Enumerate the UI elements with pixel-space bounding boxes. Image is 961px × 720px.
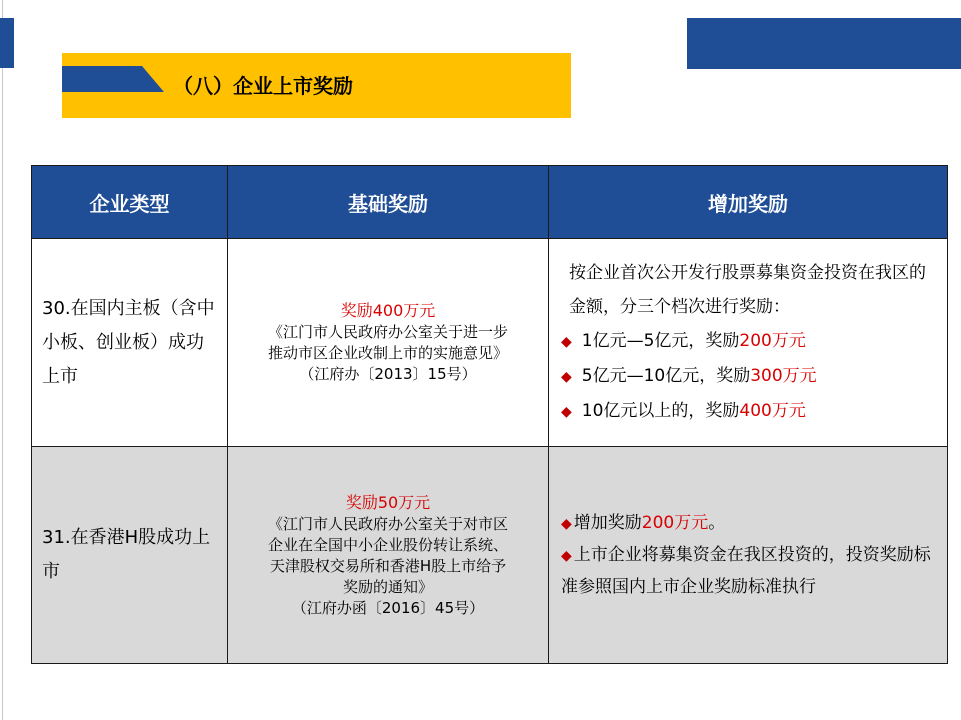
rewards-table	[31, 165, 948, 664]
reward-tier-amount: 400万元	[739, 401, 806, 421]
additional-reward-amount: 200万元	[641, 512, 709, 533]
diamond-bullet-icon: ◆	[561, 515, 572, 532]
policy-document-line: 奖励的通知》	[342, 577, 433, 596]
title-arrow-shape	[62, 66, 164, 92]
table-row	[32, 447, 948, 664]
policy-document-ref: （江府办函〔2016〕45号）	[291, 598, 485, 617]
title-arrow-decoration	[62, 66, 164, 92]
additional-reward-cell	[549, 239, 948, 447]
reward-tier-amount: 200万元	[739, 331, 806, 351]
header-base-reward: 基础奖励	[228, 166, 549, 239]
additional-reward-item	[561, 508, 937, 540]
policy-document-line: 天津股权交易所和香港H股上市给予	[269, 556, 507, 575]
header-additional-reward: 增加奖励	[549, 166, 948, 239]
base-reward-cell	[228, 239, 549, 447]
diamond-bullet-icon: ◆	[561, 369, 572, 385]
reward-tier-text: 1亿元—5亿元，奖励	[581, 331, 740, 351]
additional-reward-intro: 按企业首次公开发行股票募集资金投资在我区的金额，分三个档次进行奖励：	[569, 263, 926, 317]
policy-document-line: 推动市区企业改制上市的实施意见》	[267, 344, 508, 362]
policy-document-line: 《江门市人民政府办公室关于对市区	[267, 514, 508, 533]
table-header-row	[32, 166, 948, 239]
additional-reward-cell	[549, 447, 948, 664]
reward-tier-list	[561, 324, 937, 429]
table-row	[32, 239, 948, 447]
header-enterprise-type: 企业类型	[32, 166, 228, 239]
diamond-bullet-icon: ◆	[561, 334, 572, 350]
additional-reward-suffix: 。	[708, 512, 726, 533]
enterprise-type-cell: 30.在国内主板（含中小板、创业板）成功上市	[32, 239, 228, 447]
policy-document-line: 企业在全国中小企业股份转让系统、	[267, 535, 508, 554]
reward-tier-amount: 300万元	[750, 366, 817, 386]
base-reward-cell	[228, 447, 549, 664]
diamond-bullet-icon: ◆	[561, 547, 572, 564]
page-title: （八）企业上市奖励	[173, 74, 353, 98]
base-reward-amount: 奖励400万元	[340, 301, 436, 320]
policy-document-line: 《江门市人民政府办公室关于进一步	[267, 323, 508, 341]
additional-reward-text: 上市企业将募集资金在我区投资的，投资奖励标准参照国内上市企业奖励标准执行	[561, 544, 931, 597]
reward-tier-text: 10亿元以上的，奖励	[581, 401, 740, 421]
left-edge-line	[2, 0, 3, 720]
diamond-bullet-icon: ◆	[561, 404, 572, 420]
top-right-accent-block	[687, 18, 961, 69]
policy-document-ref: （江府办〔2013〕15号）	[299, 365, 477, 383]
reward-tier-item	[561, 394, 937, 429]
reward-tier-item	[561, 324, 937, 359]
additional-reward-item	[561, 540, 937, 603]
additional-reward-text: 增加奖励	[573, 512, 642, 533]
reward-tier-item	[561, 359, 937, 394]
left-edge-accent-bar	[0, 18, 14, 68]
base-reward-amount: 奖励50万元	[345, 492, 431, 512]
reward-tier-text: 5亿元—10亿元，奖励	[581, 366, 751, 386]
enterprise-type-cell: 31.在香港H股成功上市	[32, 447, 228, 664]
